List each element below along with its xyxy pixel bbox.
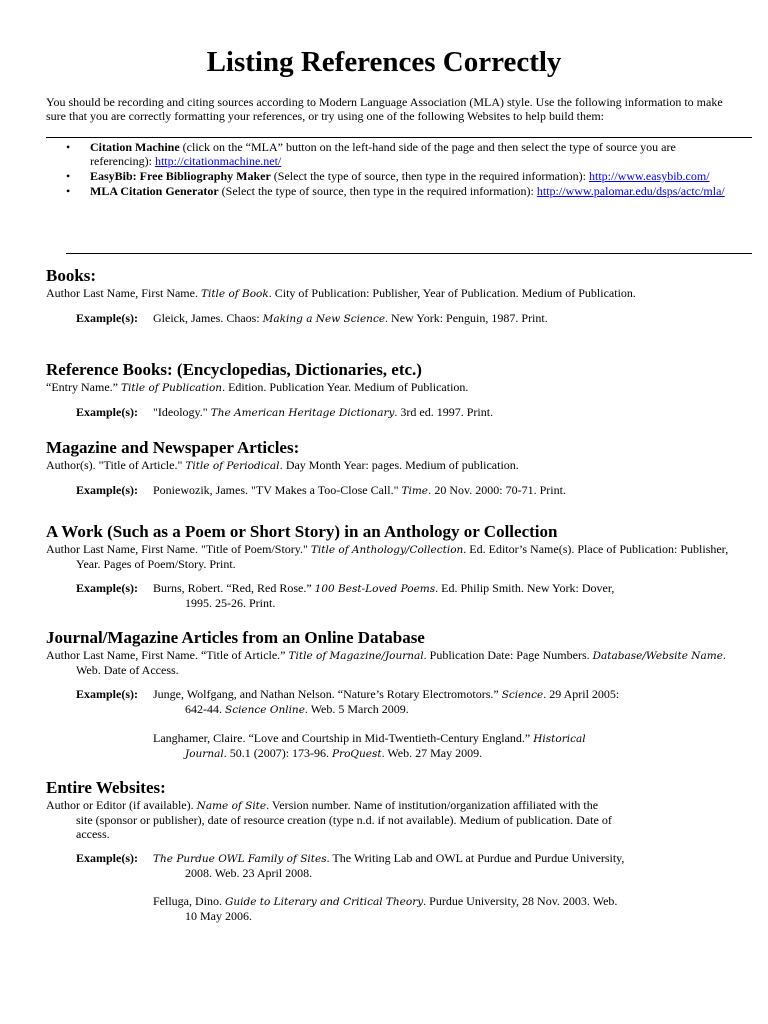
intro-paragraph: You should be recording and citing sources according to Modern Language Association (MLA) style. Use the following information to make sure that you are correctly formatting your references, or try using one of the following Websites to help build them:: [46, 95, 723, 123]
section-online-database: [46, 628, 746, 761]
section-heading: Journal/Magazine Articles from an Online Database: [46, 628, 425, 647]
divider-top: [46, 137, 752, 138]
section-heading: Books:: [46, 266, 97, 285]
site-description: (Select the type of source, then type in the required information):: [270, 169, 590, 183]
example: [46, 581, 746, 610]
easybib-link[interactable]: http://www.easybib.com/: [589, 169, 710, 183]
section-heading: Magazine and Newspaper Articles:: [46, 438, 300, 457]
example: [46, 687, 746, 717]
example: [46, 483, 746, 498]
section-books: [46, 266, 746, 326]
divider-bottom: [66, 253, 752, 254]
bullet-icon: •: [66, 184, 71, 198]
list-item: [66, 184, 726, 198]
format-line: Author Last Name, First Name. "Title of Poem/Story." Title of Anthology/Collection. Ed. Editor’s Name(s). Place of Publication: Publisher, Year. Pages of Poem/Story. Print.: [46, 542, 729, 571]
example: [46, 405, 746, 420]
site-name: EasyBib: Free Bibliography Maker: [90, 169, 271, 183]
example-text: Gleick, James. Chaos: Making a New Science. New York: Penguin, 1987. Print.: [153, 311, 548, 325]
example-label: Example(s):: [76, 851, 138, 865]
list-item: [66, 140, 726, 168]
citation-machine-link[interactable]: http://citationmachine.net/: [154, 154, 282, 168]
example-text: Burns, Robert. “Red, Red Rose.” 100 Best-Loved Poems. Ed. Philip Smith. New York: Dover, 1995. 25-26. Print.: [153, 581, 615, 610]
format-line: Author or Editor (if available). Name of Site. Version number. Name of institution/organization affiliated with the site (sponsor or publisher), date of resource creation (type n.d. if not available). Medium of publication. Date of access.: [46, 798, 612, 841]
section-anthology: [46, 522, 746, 610]
page-title: Listing References Correctly: [206, 46, 562, 78]
example-label: Example(s):: [76, 405, 138, 419]
example-text: "Ideology." The American Heritage Dictionary. 3rd ed. 1997. Print.: [153, 405, 494, 419]
example-text: Langhamer, Claire. “Love and Courtship in Mid-Twentieth-Century England.” Historical Journal. 50.1 (2007): 173-96. ProQuest. Web. 27 May 2009.: [153, 731, 586, 760]
example: [46, 311, 746, 326]
example-label: Example(s):: [76, 311, 138, 325]
bullet-icon: •: [66, 140, 71, 154]
format-line: Author Last Name, First Name. “Title of Article.” Title of Magazine/Journal. Publication Date: Page Numbers. Database/Website Name. Web. Date of Access.: [46, 648, 726, 677]
example-text: Felluga, Dino. Guide to Literary and Critical Theory. Purdue University, 28 Nov. 2003. Web. 10 May 2006.: [153, 894, 618, 923]
list-item: [66, 169, 726, 183]
bullet-icon: •: [66, 169, 71, 183]
section-heading: Entire Websites:: [46, 778, 166, 797]
website-list: [66, 140, 726, 199]
example-text: The Purdue OWL Family of Sites. The Writing Lab and OWL at Purdue and Purdue University, 2008. Web. 23 April 2008.: [153, 851, 625, 880]
example: [46, 851, 746, 880]
section-entire-websites: [46, 778, 746, 923]
example-label: Example(s):: [76, 687, 138, 701]
site-name: MLA Citation Generator: [90, 184, 219, 198]
site-description: (Select the type of source, then type in the required information):: [218, 184, 537, 198]
format-line: Author Last Name, First Name. Title of Book. City of Publication: Publisher, Year of Publication. Medium of Publication.: [46, 286, 636, 300]
example-text: Poniewozik, James. "TV Makes a Too-Close Call." Time. 20 Nov. 2000: 70-71. Print.: [153, 483, 566, 497]
section-magazine-articles: [46, 438, 746, 498]
format-line: Author(s). "Title of Article." Title of Periodical. Day Month Year: pages. Medium of publication.: [46, 458, 519, 472]
section-heading: Reference Books: (Encyclopedias, Dictionaries, etc.): [46, 360, 422, 379]
example-text: Junge, Wolfgang, and Nathan Nelson. “Nature’s Rotary Electromotors.” Science. 29 April 2005: 642-44. Science Online. Web. 5 March 2009.: [153, 687, 620, 716]
example-label: Example(s):: [76, 483, 138, 497]
site-description: (click on the “MLA” button on the left-hand side of the page and then select the type of source you are referencing):: [90, 140, 676, 168]
section-heading: A Work (Such as a Poem or Short Story) in an Anthology or Collection: [46, 522, 558, 541]
format-line: “Entry Name.” Title of Publication. Edition. Publication Year. Medium of Publication.: [46, 380, 469, 394]
mla-generator-link[interactable]: http://www.palomar.edu/dsps/actc/mla/: [536, 184, 725, 198]
example-label: Example(s):: [76, 581, 138, 595]
site-name: Citation Machine: [90, 140, 180, 154]
section-reference-books: [46, 360, 746, 420]
